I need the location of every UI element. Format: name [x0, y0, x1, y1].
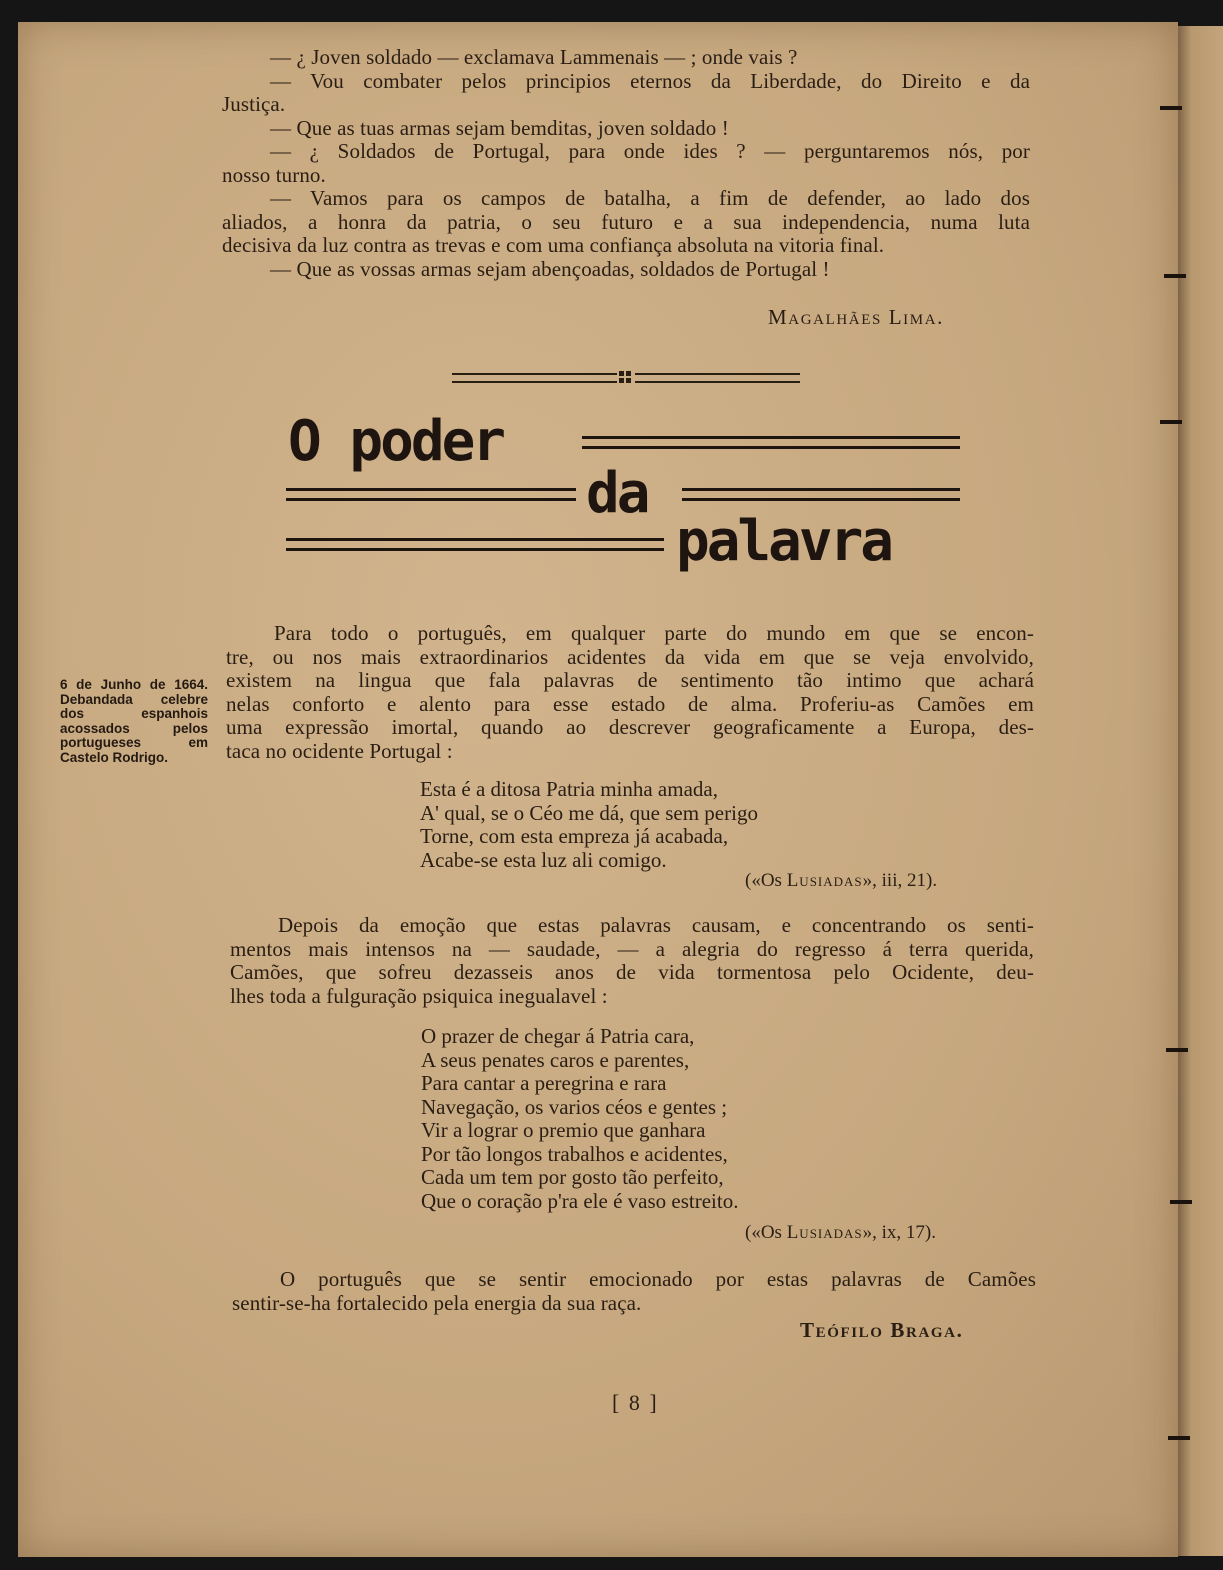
dialogue-line: — Vou combater pelos principios eternos da Liberdade, do Direito e da	[270, 68, 1030, 93]
article-title-word-2: da	[586, 461, 648, 526]
margin-caption: 6 de Junho de 1664. Debandada celebre dos espanhois acossados pelos portugueses em Castelo Rodrigo.	[60, 677, 208, 765]
verse-line: Acabe-se esta luz ali comigo.	[420, 847, 667, 872]
citation-ref: », ix, 17).	[862, 1222, 937, 1243]
verse-line: O prazer de chegar á Patria cara,	[421, 1024, 695, 1048]
adjacent-page-edge	[1178, 26, 1223, 1556]
dialogue-line: — ¿ Joven soldado — exclamava Lammenais — ; onde vais ?	[270, 45, 798, 69]
paragraph-line: tre, ou nos mais extraordinarios acidentes da vida em que se veja envolvido,	[226, 644, 1034, 669]
paragraph-1	[226, 622, 1034, 763]
title-rule	[286, 488, 576, 501]
citation-work: Lusiadas	[786, 1222, 863, 1243]
citation-open: («Os	[745, 870, 787, 891]
citation-ref: », iii, 21).	[862, 870, 938, 891]
title-rule	[682, 488, 960, 501]
binding-nail	[1160, 106, 1182, 110]
paragraph-line: nelas conforto e alento para esse estado de alma. Proferiu-as Camões em	[226, 691, 1034, 716]
title-rule	[286, 538, 664, 551]
title-rule	[582, 436, 960, 449]
signature-magalhaes-lima: Magalhães Lima.	[768, 305, 944, 329]
verse-line: Para cantar a peregrina e rara	[421, 1071, 667, 1095]
dialogue-line: Justiça.	[222, 92, 286, 116]
dialogue-line: — ¿ Soldados de Portugal, para onde ides ? — perguntaremos nós, por	[270, 139, 1030, 163]
paragraph-line: Depois da emoção que estas palavras causam, e concentrando os senti-	[278, 913, 1034, 937]
dialogue-line: decisiva da luz contra as trevas e com uma confiança absoluta na vitoria final.	[222, 233, 885, 257]
dialogue-line: — Que as tuas armas sejam bemditas, joven soldado !	[270, 115, 729, 140]
paragraph-line: existem na lingua que fala palavras de sentimento tão intimo que achará	[226, 668, 1034, 692]
verse-line: Que o coração p'ra ele é vaso estreito.	[421, 1188, 739, 1213]
dialogue-line: — Vamos para os campos de batalha, a fim de defender, ao lado dos	[270, 186, 1030, 210]
citation-2	[745, 1222, 936, 1244]
verse-line: Por tão longos trabalhos e acidentes,	[421, 1141, 728, 1166]
verse-line: Navegação, os varios céos e gentes ;	[421, 1094, 728, 1119]
citation-1	[745, 870, 937, 892]
verse-line: Vir a lograr o premio que ganhara	[421, 1118, 706, 1142]
paragraph-line: uma expressão imortal, quando ao descrever geograficamente a Europa, des-	[226, 715, 1034, 739]
paragraph-3	[232, 1268, 1036, 1315]
binding-nail	[1166, 1048, 1188, 1052]
citation-work: Lusiadas	[786, 870, 863, 891]
paragraph-line: Camões, que sofreu dezasseis anos de vida tormentosa pelo Ocidente, deu-	[230, 960, 1034, 984]
verse-line: Esta é a ditosa Patria minha amada,	[420, 777, 718, 801]
dialogue-line: aliados, a honra da patria, o seu futuro e a sua independencia, numa luta	[222, 209, 1030, 234]
verse-line: A seus penates caros e parentes,	[421, 1047, 690, 1072]
verse-1	[420, 778, 758, 872]
dialogue-block	[222, 46, 1030, 281]
paragraph-line: lhes toda a fulguração psiquica inegualavel :	[230, 983, 608, 1008]
article-title-word-1: O poder	[288, 409, 504, 474]
dialogue-line: nosso turno.	[222, 162, 326, 187]
page-number: [ 8 ]	[612, 1390, 659, 1415]
divider-ornament-icon	[619, 370, 633, 384]
paragraph-line: sentir-se-ha fortalecido pela energia da sua raça.	[232, 1290, 642, 1315]
verse-line: Cada um tem por gosto tão perfeito,	[421, 1165, 724, 1189]
binding-nail	[1170, 1200, 1192, 1204]
dialogue-line: — Que as vossas armas sejam abençoadas, soldados de Portugal !	[270, 256, 830, 281]
verse-line: A' qual, se o Céo me dá, que sem perigo	[420, 800, 758, 825]
binding-nail	[1160, 420, 1182, 424]
binding-nail	[1164, 274, 1186, 278]
binding-nail	[1168, 1436, 1190, 1440]
paragraph-line: taca no ocidente Portugal :	[226, 738, 453, 763]
paragraph-line: Para todo o português, em qualquer parte do mundo em que se encon-	[274, 621, 1034, 645]
paragraph-2	[230, 914, 1034, 1008]
verse-2	[421, 1025, 738, 1213]
section-divider	[452, 370, 800, 384]
article-title-word-3: palavra	[676, 509, 892, 574]
paragraph-line: O português que se sentir emocionado por estas palavras de Camões	[280, 1267, 1036, 1291]
verse-line: Torne, com esta empreza já acabada,	[420, 824, 729, 848]
citation-open: («Os	[745, 1222, 787, 1243]
signature-teofilo-braga: Teófilo Braga.	[800, 1318, 964, 1342]
paragraph-line: mentos mais intensos na — saudade, — a alegria do regresso á terra querida,	[230, 936, 1034, 961]
